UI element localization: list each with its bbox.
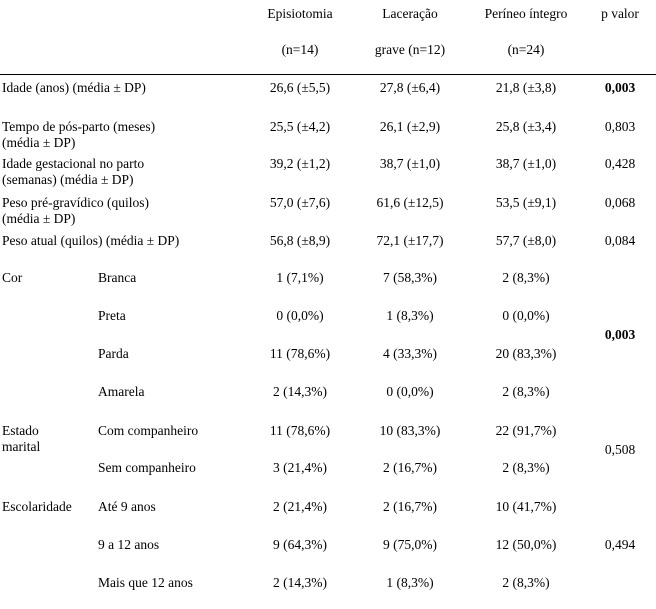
category-label: Branca bbox=[98, 270, 137, 285]
cell: 1 (8,3%) bbox=[386, 575, 434, 590]
category-label: Amarela bbox=[98, 384, 145, 399]
category-label: Com companheiro bbox=[98, 423, 199, 438]
p-value: 0,003 bbox=[604, 80, 636, 95]
header-episiotomia-n: (n=14) bbox=[281, 42, 319, 57]
p-value: 0,084 bbox=[604, 233, 636, 248]
header-perineo: Períneo íntegro bbox=[484, 6, 568, 21]
cell: 38,7 (±1,0) bbox=[495, 156, 557, 171]
cell: 2 (16,7%) bbox=[383, 499, 437, 514]
p-value: 0,803 bbox=[604, 119, 636, 134]
cell: 12 (50,0%) bbox=[495, 537, 557, 552]
p-value: 0,508 bbox=[604, 442, 636, 457]
category-label: Até 9 anos bbox=[98, 499, 156, 514]
cell: 9 (64,3%) bbox=[273, 537, 327, 552]
group-label-cor: Cor bbox=[2, 270, 23, 285]
cell: 2 (8,3%) bbox=[502, 575, 550, 590]
cell: 53,5 (±9,1) bbox=[495, 195, 557, 210]
p-value: 0,428 bbox=[604, 156, 636, 171]
cell: 2 (8,3%) bbox=[502, 270, 550, 285]
cell: 56,8 (±8,9) bbox=[269, 233, 331, 248]
cell: 27,8 (±6,4) bbox=[379, 80, 441, 95]
group-label-escolaridade: Escolaridade bbox=[2, 499, 72, 514]
cell: 72,1 (±17,7) bbox=[376, 233, 444, 248]
cell: 2 (8,3%) bbox=[502, 384, 550, 399]
cell: 4 (33,3%) bbox=[383, 346, 437, 361]
cell: 1 (8,3%) bbox=[386, 308, 434, 323]
cell: 57,7 (±8,0) bbox=[495, 233, 557, 248]
cell: 26,6 (±5,5) bbox=[269, 80, 331, 95]
cell: 0 (0,0%) bbox=[386, 384, 434, 399]
category-label: 9 a 12 anos bbox=[98, 537, 160, 552]
header-episiotomia: Episiotomia bbox=[267, 6, 333, 21]
category-label: Sem companheiro bbox=[98, 460, 196, 475]
group-label-marital: Estado bbox=[2, 423, 39, 438]
cell: 1 (7,1%) bbox=[276, 270, 324, 285]
cell: 61,6 (±12,5) bbox=[376, 195, 444, 210]
header-rule bbox=[0, 74, 656, 75]
cell: 2 (14,3%) bbox=[273, 384, 327, 399]
header-p-valor: p valor bbox=[601, 6, 639, 21]
cell: 7 (58,3%) bbox=[383, 270, 437, 285]
cell: 39,2 (±1,2) bbox=[269, 156, 331, 171]
cell: 57,0 (±7,6) bbox=[269, 195, 331, 210]
cell: 0 (0,0%) bbox=[276, 308, 324, 323]
row-label: Peso pré-gravídico (quilos) bbox=[2, 195, 149, 210]
cell: 21,8 (±3,8) bbox=[495, 80, 557, 95]
cell: 2 (21,4%) bbox=[273, 499, 327, 514]
cell: 25,5 (±4,2) bbox=[269, 119, 331, 134]
cell: 2 (14,3%) bbox=[273, 575, 327, 590]
cell: 9 (75,0%) bbox=[383, 537, 437, 552]
header-perineo-n: (n=24) bbox=[507, 42, 545, 57]
header-laceracao: Laceração bbox=[382, 6, 438, 21]
cell: 11 (78,6%) bbox=[269, 346, 331, 361]
cell: 25,8 (±3,4) bbox=[495, 119, 557, 134]
cell: 3 (21,4%) bbox=[273, 460, 327, 475]
cell: 20 (83,3%) bbox=[495, 346, 557, 361]
header-laceracao-n: grave (n=12) bbox=[374, 42, 446, 57]
cell: 26,1 (±2,9) bbox=[379, 119, 441, 134]
cell: 38,7 (±1,0) bbox=[379, 156, 441, 171]
category-label: Preta bbox=[98, 308, 126, 323]
cell: 11 (78,6%) bbox=[269, 423, 331, 438]
group-label-marital-cont: marital bbox=[2, 439, 41, 454]
p-value: 0,068 bbox=[604, 195, 636, 210]
p-value: 0,003 bbox=[604, 327, 636, 342]
row-label: Idade (anos) (média ± DP) bbox=[2, 80, 146, 95]
cell: 22 (91,7%) bbox=[495, 423, 557, 438]
category-label: Parda bbox=[98, 346, 129, 361]
row-label: Tempo de pós-parto (meses) bbox=[2, 119, 156, 134]
row-label-cont: (média ± DP) bbox=[2, 211, 76, 226]
row-label-cont: (semanas) (média ± DP) bbox=[2, 172, 134, 187]
cell: 2 (16,7%) bbox=[383, 460, 437, 475]
category-label: Mais que 12 anos bbox=[98, 575, 193, 590]
p-value: 0,494 bbox=[604, 537, 636, 552]
cell: 10 (83,3%) bbox=[379, 423, 441, 438]
cell: 2 (8,3%) bbox=[502, 460, 550, 475]
row-label-cont: (média ± DP) bbox=[2, 135, 76, 150]
cell: 0 (0,0%) bbox=[502, 308, 550, 323]
row-label: Idade gestacional no parto bbox=[2, 156, 145, 171]
cell: 10 (41,7%) bbox=[495, 499, 557, 514]
row-label: Peso atual (quilos) (média ± DP) bbox=[2, 233, 180, 248]
